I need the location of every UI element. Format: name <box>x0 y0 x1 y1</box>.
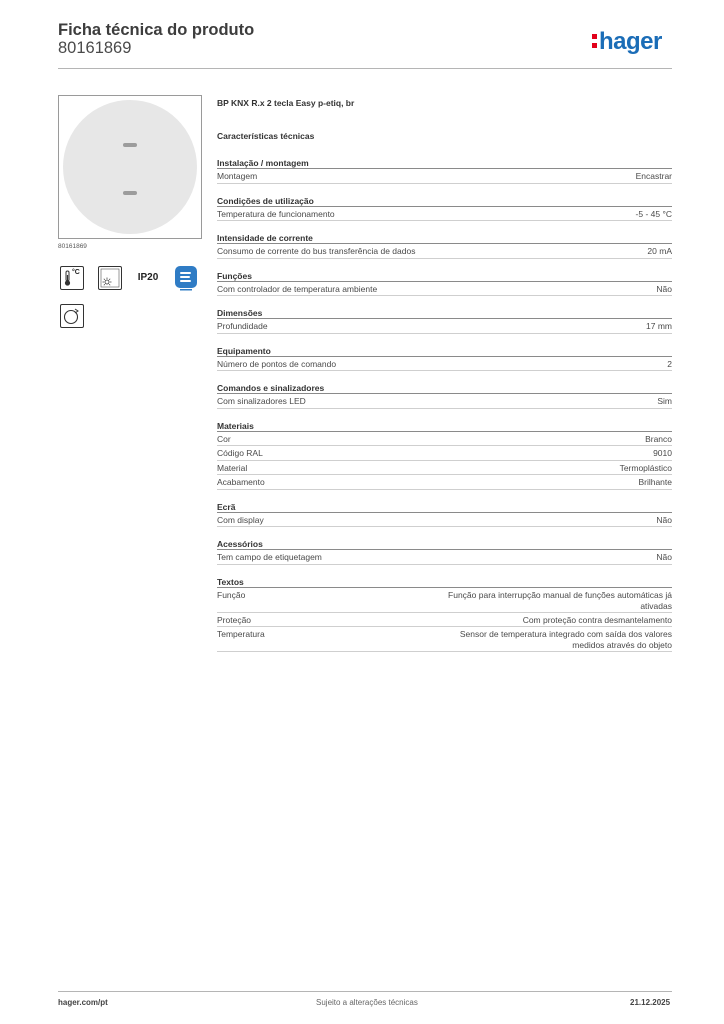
spec-value: Sim <box>657 396 672 406</box>
section-title: Acessórios <box>217 538 672 550</box>
spec-section <box>217 501 672 528</box>
ip-rating-icon: IP20 <box>137 272 159 283</box>
footer-website-link[interactable]: hager.com/pt <box>58 998 108 1007</box>
spec-row <box>217 169 672 184</box>
temperature-unit: °C <box>72 269 80 276</box>
spec-label: Número de pontos de comando <box>217 358 337 369</box>
spec-value: Não <box>656 514 672 525</box>
spec-row <box>217 475 672 490</box>
spec-value: Não <box>656 552 672 562</box>
footer-note: Sujeito a alterações técnicas <box>316 998 418 1007</box>
spec-section <box>217 157 672 184</box>
easy-configuration-icon <box>174 265 198 289</box>
spec-section <box>217 307 672 334</box>
spec-section <box>217 576 672 653</box>
spec-section <box>217 538 672 565</box>
spec-label: Com display <box>217 514 264 525</box>
header-divider <box>58 68 672 69</box>
spec-value: Sensor de temperatura integrado com saída dos valores medidos através do objeto <box>459 629 672 650</box>
image-code: 80161869 <box>58 243 87 250</box>
spec-value: Branco <box>645 433 672 444</box>
spec-label: Tem campo de etiquetagem <box>217 552 322 562</box>
section-title: Funções <box>217 270 672 282</box>
spec-label: Função <box>217 589 246 600</box>
section-title: Intensidade de corrente <box>217 232 672 244</box>
spec-value: Com proteção contra desmantelamento <box>522 614 672 625</box>
led-indicator-bottom <box>123 191 137 195</box>
section-title: Instalação / montagem <box>217 157 672 169</box>
spec-label: Material <box>217 462 248 473</box>
push-button-disc <box>63 100 197 234</box>
spec-label: Acabamento <box>217 477 265 487</box>
specs-table <box>217 157 672 652</box>
spec-section <box>217 270 672 297</box>
spec-value: 20 mA <box>647 246 672 256</box>
spec-label: Temperatura de funcionamento <box>217 208 335 219</box>
spec-row <box>217 207 672 222</box>
led-indicator-icon <box>98 266 122 290</box>
section-title: Equipamento <box>217 345 672 357</box>
spec-label: Consumo de corrente do bus transferência de dados <box>217 246 416 256</box>
section-title: Ecrã <box>217 501 672 513</box>
spec-label: Temperatura <box>217 629 265 639</box>
spec-row <box>217 613 672 628</box>
spec-value: Encastrar <box>635 171 672 181</box>
spec-row <box>217 319 672 334</box>
spec-label: Código RAL <box>217 448 263 458</box>
spec-row <box>217 244 672 259</box>
spec-section <box>217 345 672 372</box>
spec-section <box>217 195 672 222</box>
spec-value: Brilhante <box>638 477 672 487</box>
section-title: Textos <box>217 576 672 588</box>
product-code: 80161869 <box>58 39 132 57</box>
spec-row <box>217 461 672 476</box>
spec-row <box>217 627 672 652</box>
spec-row <box>217 550 672 565</box>
spec-label: Com controlador de temperatura ambiente <box>217 283 378 294</box>
spec-value: -5 - 45 °C <box>635 208 672 219</box>
footer-divider <box>58 991 672 992</box>
spec-section <box>217 382 672 409</box>
spec-label: Proteção <box>217 614 252 625</box>
spec-label: Cor <box>217 433 231 444</box>
spec-row <box>217 432 672 447</box>
logo-text: hager <box>599 28 662 55</box>
spec-row <box>217 446 672 461</box>
hager-logo[interactable] <box>592 28 662 56</box>
page-title: Ficha técnica do produto <box>58 21 255 39</box>
section-title: Condições de utilização <box>217 195 672 207</box>
spec-label: Com sinalizadores LED <box>217 396 306 406</box>
spec-row <box>217 394 672 409</box>
led-indicator-top <box>123 143 137 147</box>
product-image <box>58 95 202 239</box>
spec-value: 2 <box>667 358 672 369</box>
spec-row <box>217 282 672 297</box>
spec-value: Termoplástico <box>619 462 672 473</box>
logo-dots-icon <box>592 34 597 49</box>
spec-row <box>217 513 672 528</box>
spec-value: Não <box>656 283 672 294</box>
spec-row <box>217 588 672 613</box>
spec-section <box>217 420 672 490</box>
spec-section <box>217 232 672 259</box>
spec-row <box>217 357 672 372</box>
specs-heading: Características técnicas <box>217 131 315 141</box>
temperature-icon <box>60 266 84 290</box>
spec-value: 17 mm <box>646 321 672 331</box>
product-description: BP KNX R.x 2 tecla Easy p-etiq, br <box>217 98 355 108</box>
footer-date: 21.12.2025 <box>630 998 671 1007</box>
section-title: Comandos e sinalizadores <box>217 382 672 394</box>
spec-value: 9010 <box>653 448 672 458</box>
rotary-mounting-icon <box>60 304 84 328</box>
spec-value: Função para interrupção manual de funções automáticas já ativadas <box>448 589 672 611</box>
spec-label: Montagem <box>217 171 258 181</box>
spec-label: Profundidade <box>217 321 268 331</box>
section-title: Dimensões <box>217 307 672 319</box>
section-title: Materiais <box>217 420 672 432</box>
